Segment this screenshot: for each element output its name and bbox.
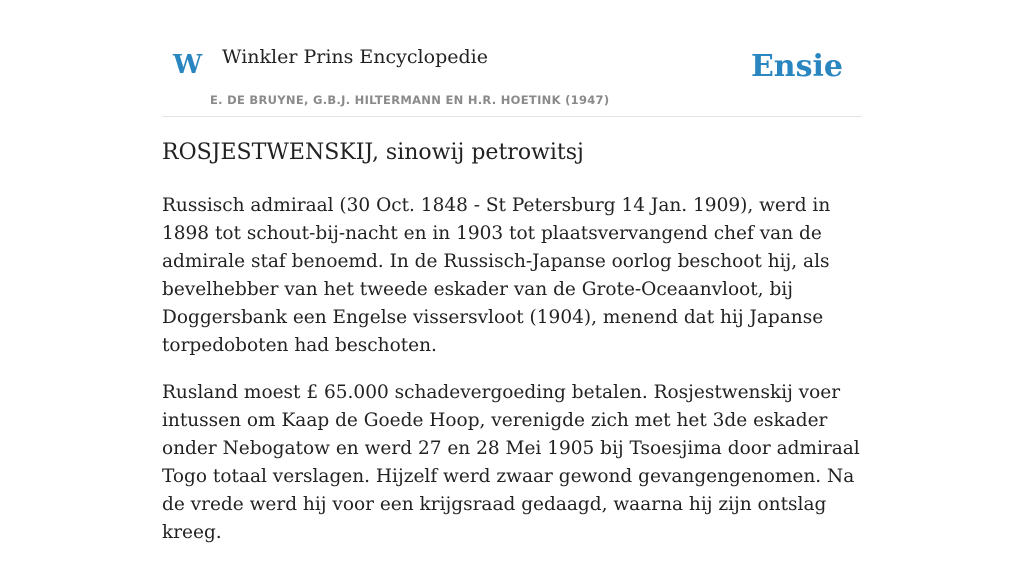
header [162, 0, 862, 117]
winkler-prins-logo[interactable]: W [173, 50, 203, 80]
ensie-logo[interactable]: Ensie [750, 49, 843, 84]
entry-paragraph: Russisch admiraal (30 Oct. 1848 - St Petersburg 14 Jan. 1909), werd in 1898 tot schout-bij-nacht en in 1903 tot plaatsvervangend chef van de admirale staf benoemd. In de Russisch-Japanse oorlog beschoot hij, als bevelhebber van het tweede eskader van de Grote-Oceaanvloot, bij Doggersbank een Engelse vissersvloot (1904), menend dat hij Japanse torpedoboten had beschoten. [162, 195, 831, 356]
publication-authors: E. DE BRUYNE, G.B.J. HILTERMANN EN H.R. HOETINK (1947) [210, 93, 610, 107]
entry-body [162, 192, 862, 566]
entry-paragraph: Rusland moest £ 65.000 schadevergoeding betalen. Rosjestwenskij voer intussen om Kaap de Goede Hoop, verenigde zich met het 3de eskader onder Nebogatow en werd 27 en 28 Mei 1905 bij Tsoesjima door admiraal Togo totaal verslagen. Hijzelf werd zwaar gewond gevangengenomen. Na de vrede werd hij voor een krijgsraad gedaagd, waarna hij zijn ontslag kreeg. [162, 382, 860, 543]
publication-title[interactable]: Winkler Prins Encyclopedie [222, 46, 488, 68]
page-container [162, 0, 862, 543]
entry-title: ROSJESTWENSKIJ, sinowij petrowitsj [162, 140, 584, 165]
